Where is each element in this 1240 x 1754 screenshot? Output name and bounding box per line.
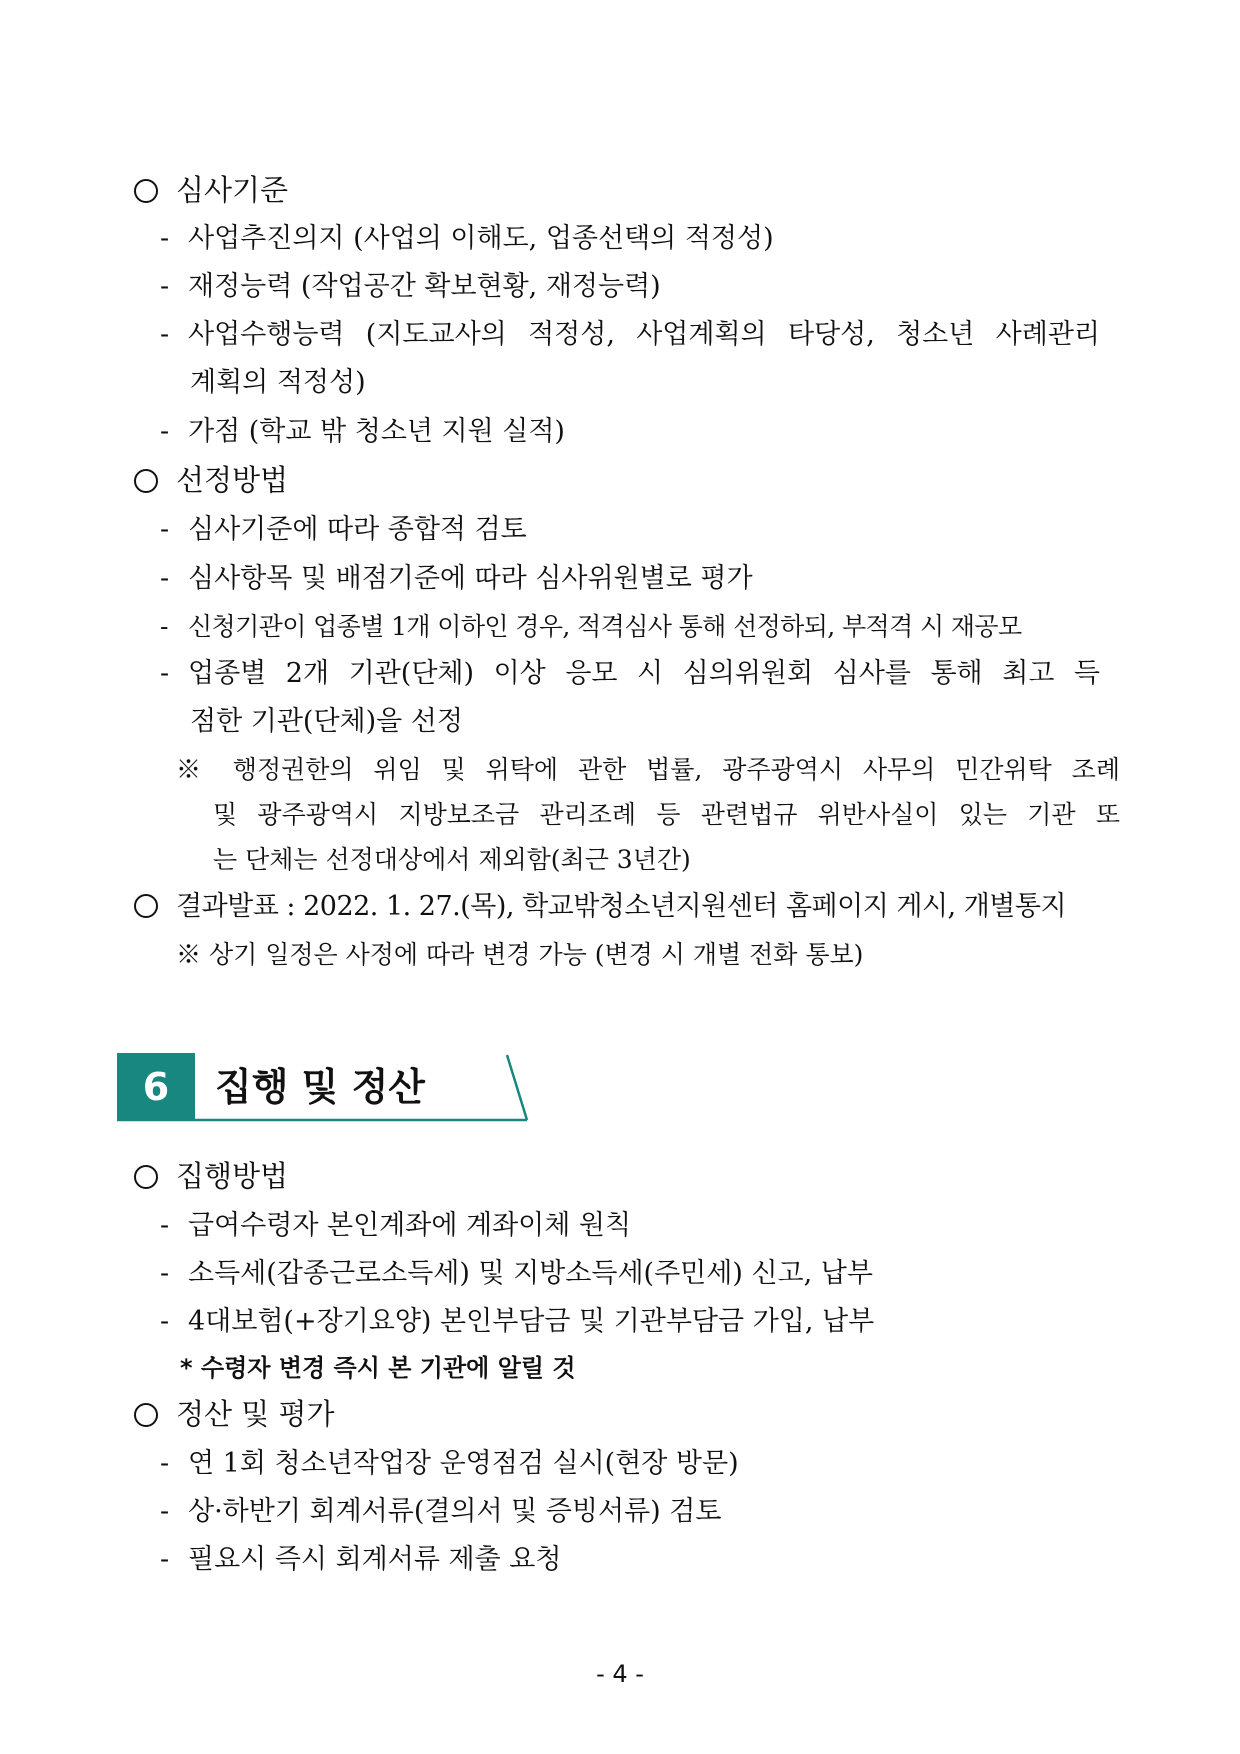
list-item: - 급여수령자 본인계좌에 계좌이체 원칙 <box>160 1210 632 1241</box>
list-item: - 심사기준에 따라 종합적 검토 <box>160 514 527 545</box>
list-item: - 4대보험(+장기요양) 본인부담금 및 기관부담금 가입, 납부 <box>160 1306 875 1337</box>
list-item: - 사업수행능력 (지도교사의 적정성, 사업계획의 타당성, 청소년 사례관리 <box>160 319 1100 350</box>
section-title: 집행 및 정산 <box>215 1065 425 1109</box>
heading-result-announcement: 결과발표 : 2022. 1. 27.(목), 학교밖청소년지원센터 홈페이지 게시, 개별통지 <box>134 889 1066 925</box>
list-item-continuation: 계획의 적정성) <box>190 367 366 398</box>
bold-note: * 수령자 변경 즉시 본 기관에 알릴 것 <box>180 1354 576 1382</box>
note-continuation: 는 단체는 선정대상에서 제외함(최근 3년간) <box>213 845 691 874</box>
heading-review-criteria: 심사기준 <box>134 172 288 208</box>
list-item: - 상·하반기 회계서류(결의서 및 증빙서류) 검토 <box>160 1496 722 1527</box>
list-item: - 심사항목 및 배점기준에 따라 심사위원별로 평가 <box>160 563 753 594</box>
heading-execution-method: 집행방법 <box>134 1158 288 1194</box>
heading-settlement-evaluation: 정산 및 평가 <box>134 1396 335 1432</box>
list-item: - 신청기관이 업종별 1개 이하인 경우, 적격심사 통해 선정하되, 부적격 시 재공모 <box>160 612 1022 641</box>
list-item: - 재정능력 (작업공간 확보현황, 재정능력) <box>160 271 661 302</box>
list-item-continuation: 점한 기관(단체)을 선정 <box>190 706 463 737</box>
page-number: - 4 - <box>596 1660 644 1688</box>
note-continuation: 및 광주광역시 지방보조금 관리조례 등 관련법규 위반사실이 있는 기관 또 <box>213 800 1120 829</box>
section-header <box>117 1053 527 1121</box>
list-item: - 가점 (학교 밖 청소년 지원 실적) <box>160 416 565 447</box>
circle-bullet-icon <box>134 179 158 203</box>
list-item: - 사업추진의지 (사업의 이해도, 업종선택의 적정성) <box>160 223 774 254</box>
circle-bullet-icon <box>134 1403 158 1427</box>
list-item: - 소득세(갑종근로소득세) 및 지방소득세(주민세) 신고, 납부 <box>160 1258 873 1289</box>
list-item: - 업종별 2개 기관(단체) 이상 응모 시 심의위원회 심사를 통해 최고 득 <box>160 658 1100 689</box>
circle-bullet-icon <box>134 894 158 918</box>
circle-bullet-icon <box>134 1165 158 1189</box>
heading-selection-method: 선정방법 <box>134 462 288 498</box>
circle-bullet-icon <box>134 469 158 493</box>
note: ※ 행정권한의 위임 및 위탁에 관한 법률, 광주광역시 사무의 민간위탁 조례 <box>176 755 1120 784</box>
note: ※ 상기 일정은 사정에 따라 변경 가능 (변경 시 개별 전화 통보) <box>176 940 864 969</box>
section-number: 6 <box>117 1053 195 1121</box>
list-item: - 필요시 즉시 회계서류 제출 요청 <box>160 1544 562 1575</box>
list-item: - 연 1회 청소년작업장 운영점검 실시(현장 방문) <box>160 1448 739 1479</box>
